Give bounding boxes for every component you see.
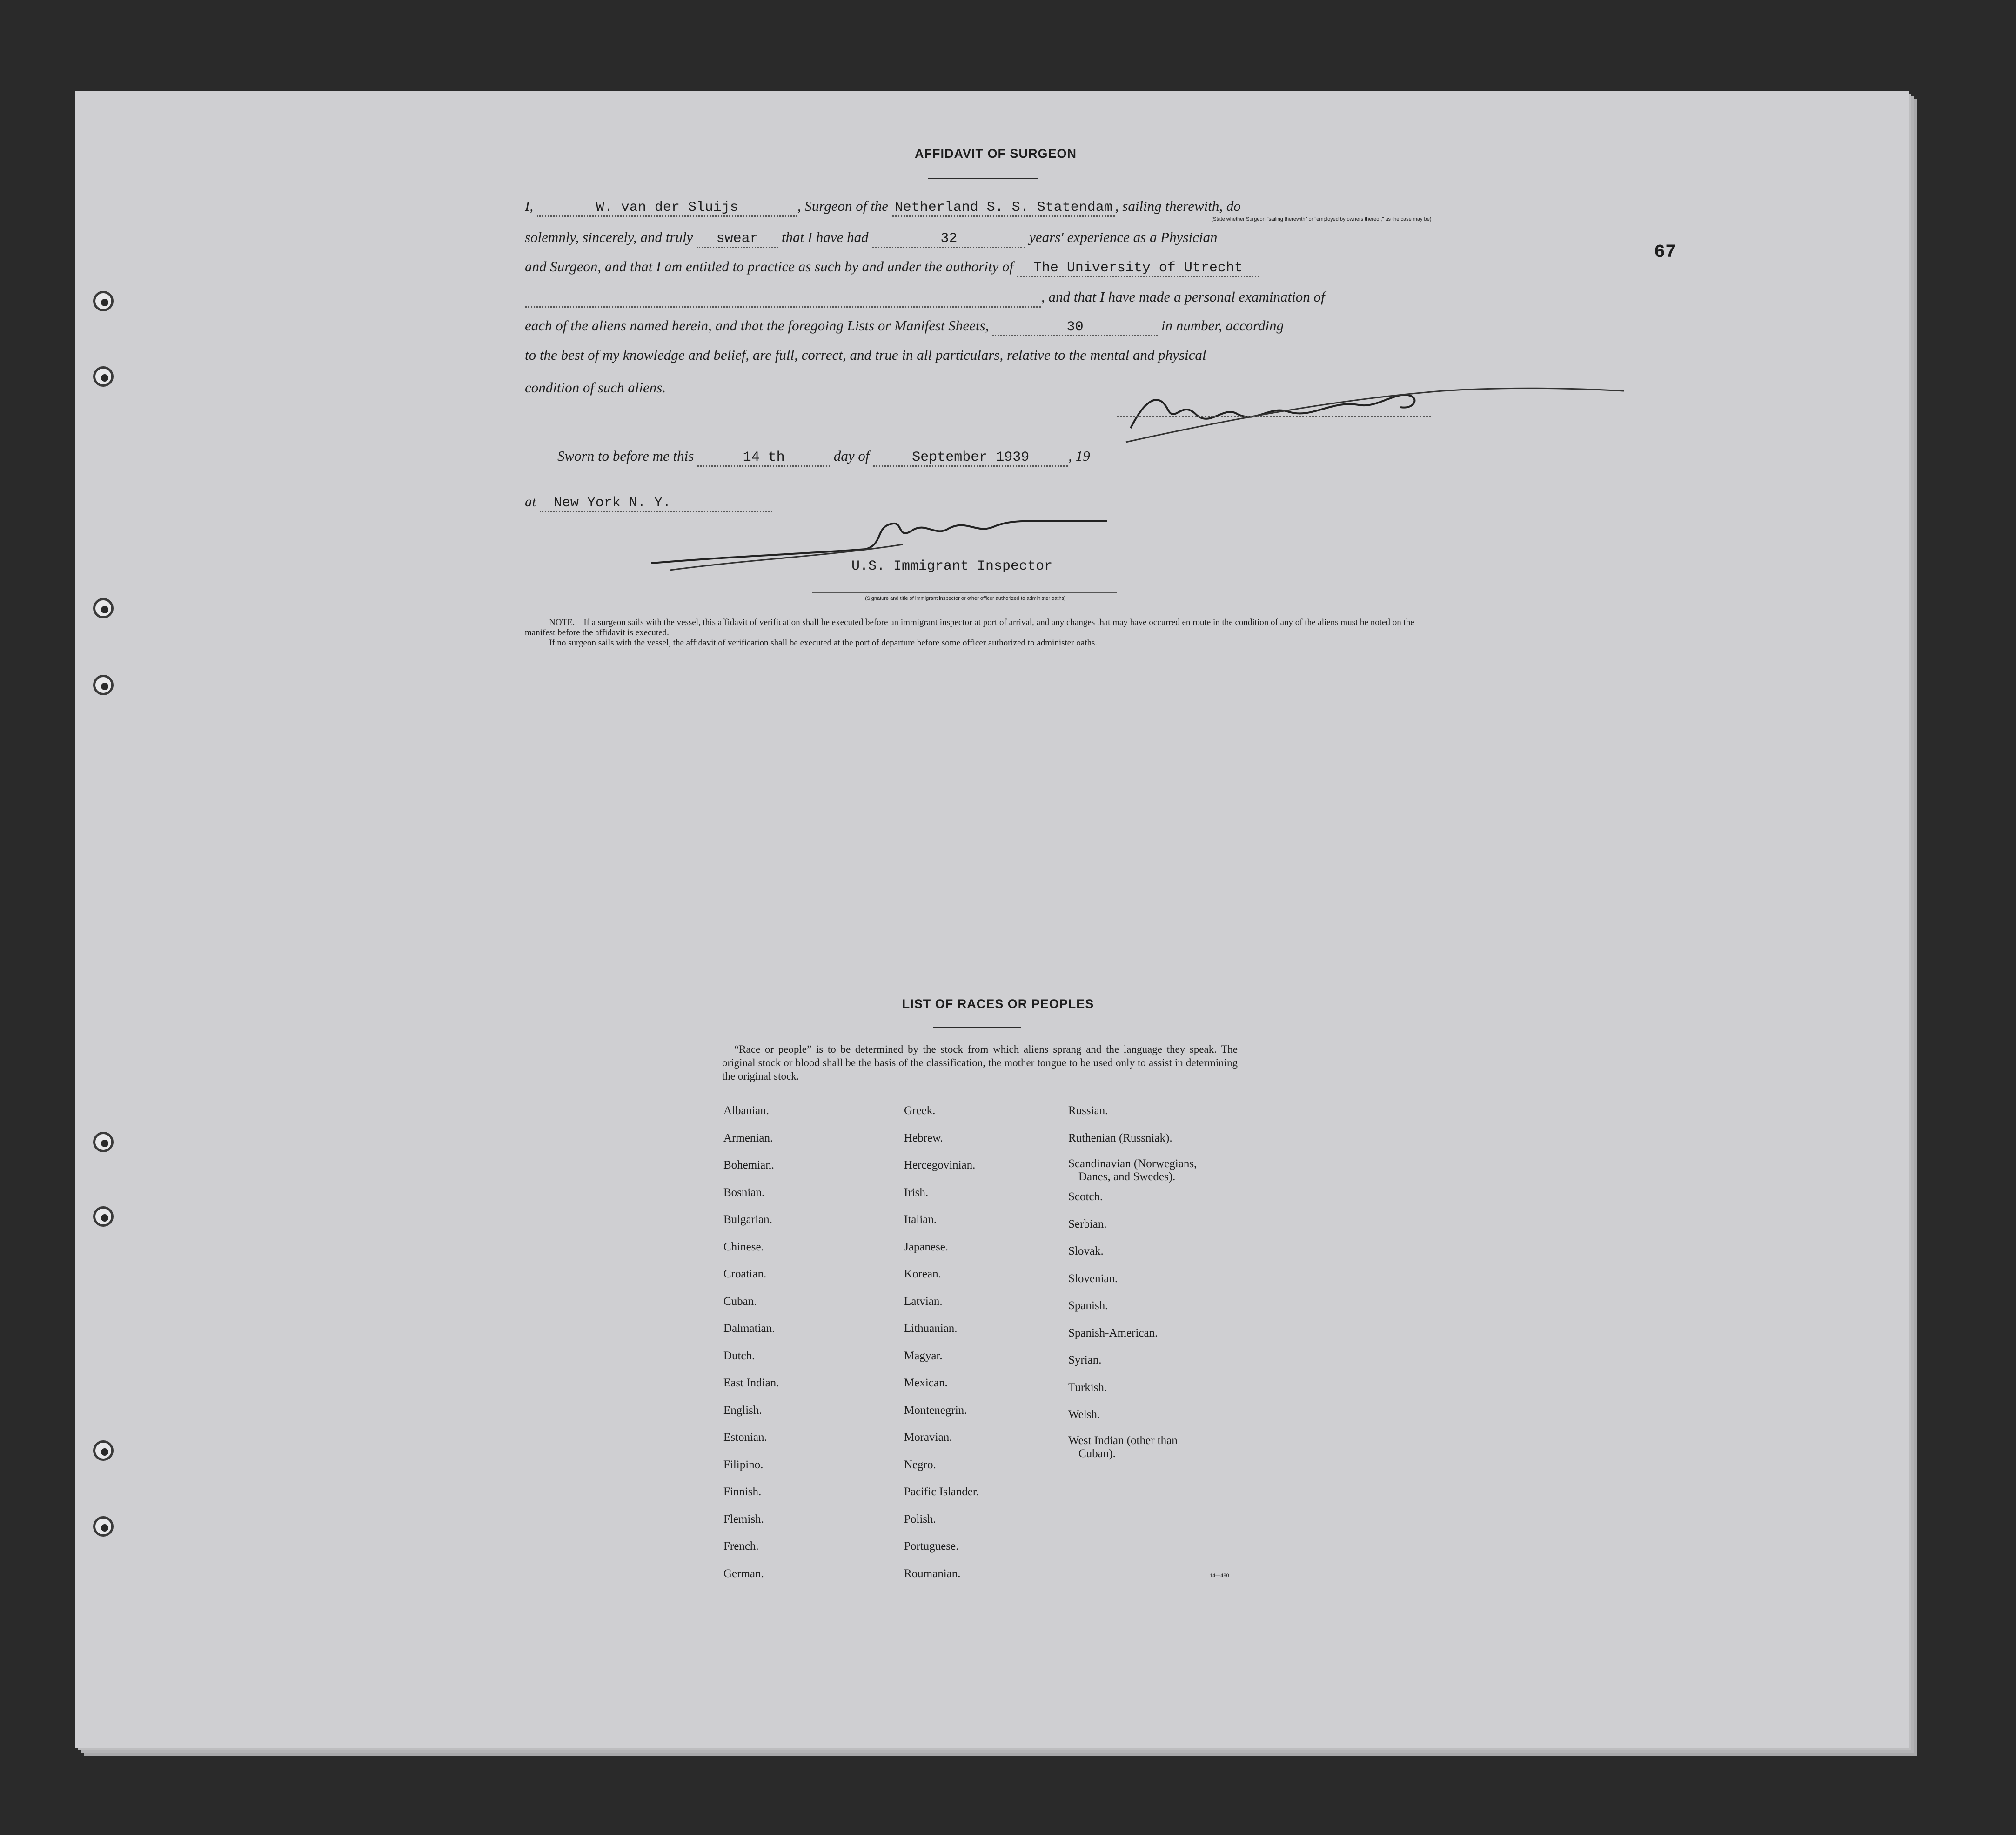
punch-hole	[93, 1440, 114, 1461]
race-item: Japanese.	[904, 1240, 949, 1253]
place-line	[525, 493, 1433, 512]
oath-field: swear	[697, 231, 778, 248]
race-item: Syrian.	[1068, 1354, 1102, 1366]
race-item: Negro.	[904, 1458, 936, 1471]
race-item: Russian.	[1068, 1104, 1108, 1117]
race-item: Armenian.	[723, 1131, 773, 1144]
text: each of the aliens named herein, and that the foregoing Lists or Manifest Sheets,	[525, 317, 989, 334]
race-item: Slovenian.	[1068, 1272, 1118, 1285]
text: years' experience as a Physician	[1029, 229, 1218, 245]
text: in number, according	[1161, 317, 1284, 334]
affidavit-line-6	[525, 347, 1433, 363]
punch-hole	[93, 1516, 114, 1537]
authority-field: The University of Utrecht	[1017, 260, 1259, 277]
state-note: (State whether Surgeon "sailing therewith" or "employed by owners thereof," as the case may be)	[1211, 216, 1432, 222]
text: at	[525, 493, 536, 510]
race-item-line: Scandinavian (Norwegians,	[1068, 1157, 1197, 1170]
sheets-field: 30	[992, 319, 1158, 336]
punch-hole	[93, 1206, 114, 1227]
race-item: Mexican.	[904, 1377, 948, 1389]
race-item: Spanish.	[1068, 1299, 1108, 1312]
race-item: Serbian.	[1068, 1217, 1107, 1230]
affidavit-line-3	[525, 258, 1433, 277]
text: condition of such aliens.	[525, 379, 666, 396]
race-item: Welsh.	[1068, 1408, 1100, 1421]
title-underline	[928, 178, 1038, 179]
affidavit-line-1	[525, 198, 1433, 217]
sworn-day-field: 14 th	[697, 450, 830, 467]
race-item: Portuguese.	[904, 1540, 959, 1553]
surgeon-name-field: W. van der Sluijs	[537, 200, 797, 217]
text: , sailing therewith, do	[1115, 198, 1241, 214]
affidavit-title: AFFIDAVIT OF SURGEON	[915, 147, 1077, 161]
race-item: Filipino.	[723, 1458, 764, 1471]
races-column-2	[904, 1097, 979, 1587]
text: , 19	[1068, 448, 1090, 464]
race-item: Roumanian.	[904, 1567, 961, 1580]
note-1: NOTE.—If a surgeon sails with the vessel, this affidavit of verification shall be executed before an immigrant inspector at port of arrival, and any changes that may have occurred en route in the condition of any of the aliens must be noted on the manifest before the affidavit is executed.	[525, 618, 1414, 638]
text: , Surgeon of the	[797, 198, 888, 214]
affidavit-line-2	[525, 229, 1433, 248]
race-item: Albanian.	[723, 1104, 769, 1117]
text: Sworn to before me this	[557, 448, 694, 464]
text: , and that I have made a personal examination of	[1041, 289, 1325, 305]
race-item-line: Cuban).	[1078, 1447, 1116, 1460]
punch-hole	[93, 598, 114, 618]
affidavit-line-4	[525, 289, 1433, 308]
authority-continuation-field	[525, 290, 1041, 308]
race-item: Flemish.	[723, 1512, 764, 1526]
races-column-3	[1068, 1097, 1197, 1460]
race-item: Greek.	[904, 1104, 936, 1117]
races-title: LIST OF RACES OR PEOPLES	[902, 997, 1094, 1011]
text: solemnly, sincerely, and truly	[525, 229, 693, 245]
race-item: East Indian.	[723, 1377, 779, 1389]
race-item: Pacific Islander.	[904, 1485, 979, 1498]
inspector-signature-line	[812, 592, 1117, 593]
form-number: 14—480	[1210, 1573, 1229, 1579]
race-item: Italian.	[904, 1213, 937, 1226]
race-item: French.	[723, 1540, 759, 1553]
race-item: Bosnian.	[723, 1186, 765, 1199]
race-item: Korean.	[904, 1268, 941, 1280]
race-item: Latvian.	[904, 1295, 943, 1308]
punch-hole	[93, 1132, 114, 1152]
race-item: Spanish-American.	[1068, 1326, 1158, 1339]
punch-hole	[93, 675, 114, 695]
text: that I have had	[781, 229, 869, 245]
race-item-line: Danes, and Swedes).	[1078, 1170, 1176, 1183]
punch-hole	[93, 291, 114, 311]
race-item: Estonian.	[723, 1431, 767, 1444]
years-field: 32	[872, 231, 1025, 248]
race-item: Polish.	[904, 1512, 936, 1526]
text: day of	[833, 448, 870, 464]
text: I,	[525, 198, 534, 214]
race-item: Scotch.	[1068, 1190, 1103, 1203]
race-item: English.	[723, 1404, 762, 1417]
race-item: Turkish.	[1068, 1381, 1107, 1394]
surgeon-signature	[1117, 372, 1628, 451]
race-item: Croatian.	[723, 1268, 767, 1280]
sworn-month-field: September 1939	[873, 450, 1068, 467]
race-item: Slovak.	[1068, 1245, 1104, 1257]
signature-caption: (Signature and title of immigrant inspector or other officer authorized to administer oaths)	[865, 596, 1066, 601]
text: and Surgeon, and that I am entitled to practice as such by and under the authority of	[525, 258, 1014, 275]
race-item: Magyar.	[904, 1349, 943, 1362]
race-item	[1068, 1433, 1197, 1460]
race-item: Chinese.	[723, 1240, 764, 1253]
race-item: Lithuanian.	[904, 1322, 958, 1335]
race-item: Hercegovinian.	[904, 1159, 976, 1171]
place-field: New York N. Y.	[540, 495, 772, 512]
race-item: German.	[723, 1567, 764, 1580]
affidavit-line-5	[525, 317, 1433, 336]
vessel-field: Netherland S. S. Statendam	[892, 200, 1115, 217]
race-item: Dalmatian.	[723, 1322, 775, 1335]
races-column-1	[723, 1097, 779, 1587]
race-item: Dutch.	[723, 1349, 755, 1362]
document-page	[75, 91, 1909, 1748]
sworn-line	[557, 448, 1466, 467]
punch-hole	[93, 366, 114, 387]
race-item: Bulgarian.	[723, 1213, 772, 1226]
text: to the best of my knowledge and belief, are full, correct, and true in all particulars, relative to the mental and physical	[525, 347, 1206, 363]
race-item: Ruthenian (Russniak).	[1068, 1131, 1172, 1144]
race-item: Bohemian.	[723, 1159, 775, 1171]
race-item: Irish.	[904, 1186, 929, 1199]
race-item: Hebrew.	[904, 1131, 943, 1144]
inspector-title: U.S. Immigrant Inspector	[851, 558, 1053, 574]
race-item: Moravian.	[904, 1431, 952, 1444]
page-number: 67	[1654, 242, 1677, 263]
race-item	[1068, 1156, 1197, 1183]
race-item: Cuban.	[723, 1295, 757, 1308]
races-intro: “Race or people” is to be determined by the stock from which aliens sprang and the language they speak. The original stock or blood shall be the basis of the classification, the mother tongue to be used only to assist in determining the original stock.	[722, 1043, 1238, 1082]
race-item: Finnish.	[723, 1485, 762, 1498]
note-2: If no surgeon sails with the vessel, the affidavit of verification shall be executed at the port of departure before some officer authorized to administer oaths.	[549, 638, 1098, 648]
race-item-line: West Indian (other than	[1068, 1434, 1178, 1447]
races-title-underline	[933, 1027, 1021, 1028]
race-item: Montenegrin.	[904, 1404, 967, 1417]
